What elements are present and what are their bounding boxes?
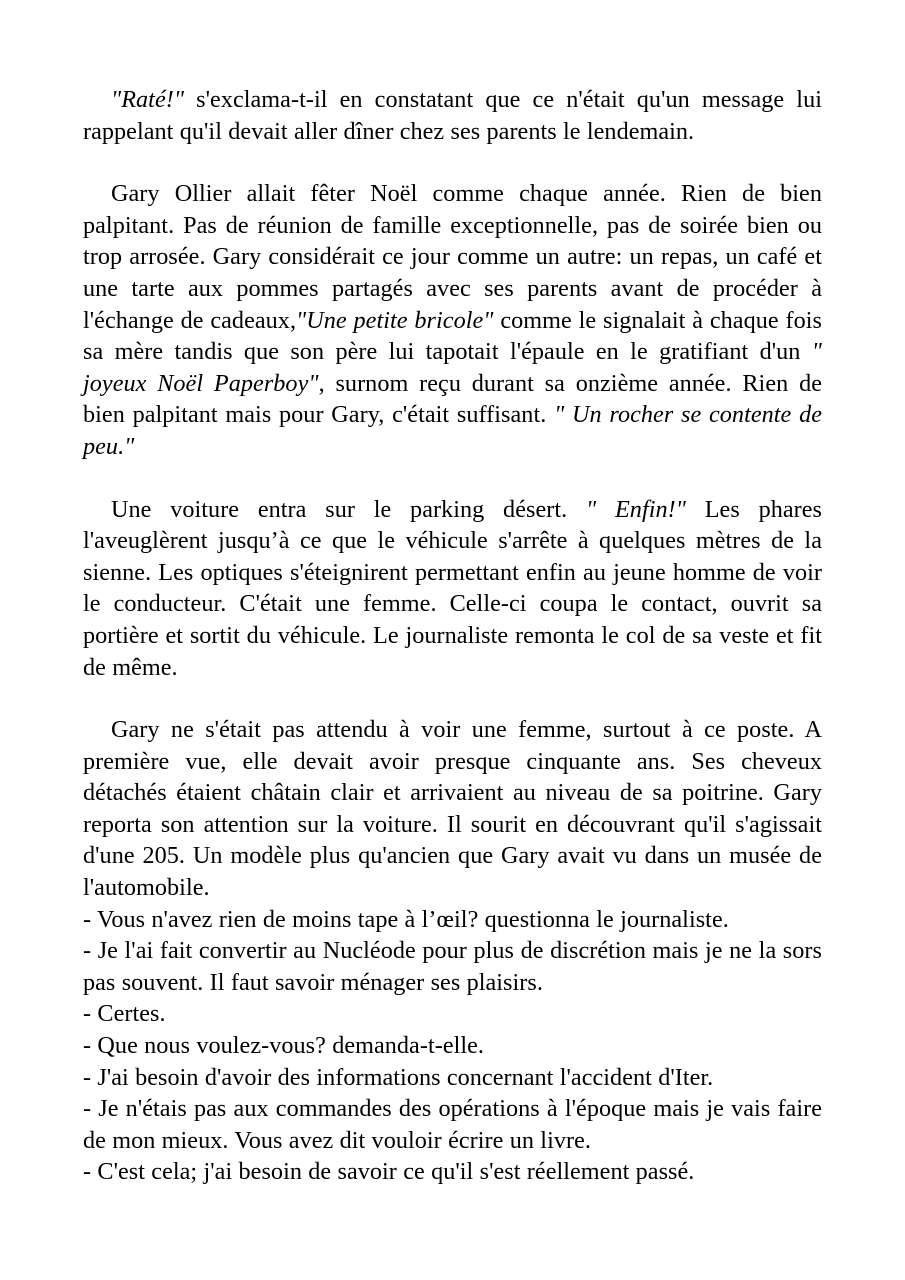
paragraph-1 xyxy=(83,84,822,147)
paragraph-4 xyxy=(83,714,822,904)
paragraph-3-italic-quote-enfin: " Enfin!" xyxy=(586,495,686,523)
dialogue-block xyxy=(83,904,822,1188)
paragraph-4-text: Gary ne s'était pas attendu à voir une femme, surtout à ce poste. A première vue, elle devait avoir presque cinquante ans. Ses cheveux détachés étaient châtain clair et arrivaient au niveau de sa poitrine. Gary reporta son attention sur la voiture. Il sourit en découvrant qu'il s'agissait d'une 205. Un modèle plus qu'ancien que Gary avait vu dans un musée de l'automobile. xyxy=(83,716,822,902)
paragraph-2 xyxy=(83,178,822,462)
page-text-column xyxy=(83,84,822,1188)
dialogue-line-6: - Je n'étais pas aux commandes des opérations à l'époque mais je vais faire de mon mieux. Vous avez dit vouloir écrire un livre. xyxy=(83,1095,822,1154)
paragraph-2-text-a: Gary Ollier allait fêter Noël comme chaque année. Rien de bien palpitant. Pas de réunion de famille exceptionnelle, pas de soirée bien ou trop arrosée. Gary considérait ce jour comme un autre: un repas, un café et une tarte aux pommes partagés avec ses parents avant de procéder à l'échange de cadeaux, xyxy=(83,180,822,334)
paragraph-2-italic-quote-bricole: "Une petite bricole" xyxy=(296,306,494,334)
dialogue-line-3: - Certes. xyxy=(83,1000,166,1028)
paragraph-2-italic-quote-rocher: " Un rocher se contente de peu." xyxy=(83,401,823,460)
dialogue-line-1: - Vous n'avez rien de moins tape à l’œil? questionna le journaliste. xyxy=(83,905,729,933)
paragraph-3 xyxy=(83,494,822,684)
paragraph-1-italic-quote: "Raté!" xyxy=(111,86,185,113)
dialogue-line-5: - J'ai besoin d'avoir des informations concernant l'accident d'Iter. xyxy=(83,1063,714,1091)
paragraph-2-text-b: comme le signalait à chaque fois sa mère tandis que son père lui tapotait l'épaule en le gratifiant d'un xyxy=(83,306,822,366)
paragraph-3-text-a: Une voiture entra sur le parking désert. xyxy=(111,495,586,523)
paragraph-1-text: s'exclama-t-il en constatant que ce n'était qu'un message lui rappelant qu'il devait aller dîner chez ses parents le lendemain. xyxy=(83,86,822,145)
dialogue-line-4: - Que nous voulez-vous? demanda-t-elle. xyxy=(83,1032,485,1060)
dialogue-line-2: - Je l'ai fait convertir au Nucléode pour plus de discrétion mais je ne la sors pas souvent. Il faut savoir ménager ses plaisirs. xyxy=(83,937,822,996)
paragraph-2-italic-quote-paperboy: " joyeux Noël Paperboy" xyxy=(83,338,822,397)
paragraph-3-text-b: Les phares l'aveuglèrent jusqu’à ce que le véhicule s'arrête à quelques mètres de la sienne. Les optiques s'éteignirent permettant enfin au jeune homme de voir le conducteur. C'était une femme. Celle-ci coupa le contact, ouvrit sa portière et sortit du véhicule. Le journaliste remonta le col de sa veste et fit de même. xyxy=(83,495,823,681)
dialogue-line-7: - C'est cela; j'ai besoin de savoir ce qu'il s'est réellement passé. xyxy=(83,1158,695,1186)
paragraph-2-text-c: , surnom reçu durant sa onzième année. Rien de bien palpitant mais pour Gary, c'était suffisant. xyxy=(83,369,822,429)
